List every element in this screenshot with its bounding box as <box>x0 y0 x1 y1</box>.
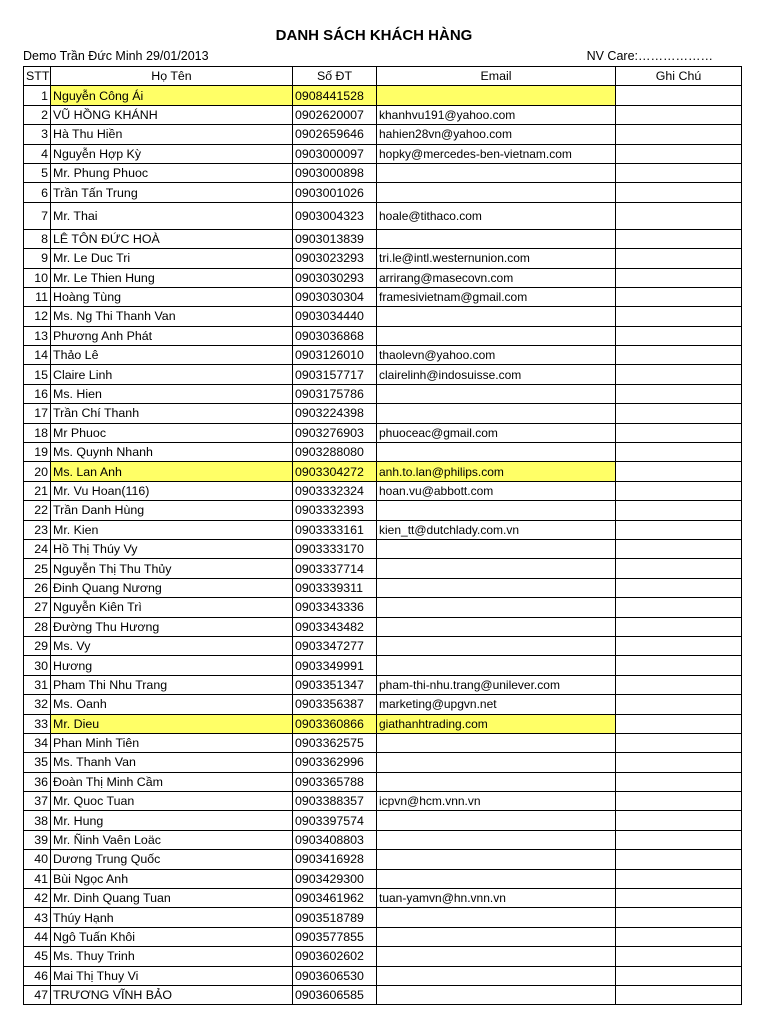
cell-phone: 0903034440 <box>293 307 377 326</box>
cell-email <box>377 384 616 403</box>
cell-note <box>616 520 742 539</box>
cell-stt: 31 <box>24 675 51 694</box>
table-row <box>24 443 742 462</box>
cell-email <box>377 908 616 927</box>
cell-name: Mr. Vu Hoan(116) <box>51 481 293 500</box>
cell-stt: 38 <box>24 811 51 830</box>
cell-note <box>616 675 742 694</box>
cell-note <box>616 268 742 287</box>
cell-stt: 46 <box>24 966 51 985</box>
cell-stt: 8 <box>24 229 51 248</box>
cell-name: Ms. Vy <box>51 636 293 655</box>
cell-name: Hoàng Tùng <box>51 287 293 306</box>
cell-phone: 0903606530 <box>293 966 377 985</box>
cell-phone: 0903343336 <box>293 598 377 617</box>
table-row <box>24 539 742 558</box>
cell-name: TRƯƠNG VĨNH BẢO <box>51 985 293 1004</box>
table-row <box>24 636 742 655</box>
table-row <box>24 908 742 927</box>
table-row <box>24 481 742 500</box>
cell-phone: 0903351347 <box>293 675 377 694</box>
table-row <box>24 889 742 908</box>
cell-note <box>616 889 742 908</box>
cell-name: Nguyễn Hợp Kỳ <box>51 144 293 163</box>
cell-stt: 36 <box>24 772 51 791</box>
cell-note <box>616 501 742 520</box>
cell-email <box>377 811 616 830</box>
cell-email <box>377 772 616 791</box>
cell-email <box>377 598 616 617</box>
cell-email: kien_tt@dutchlady.com.vn <box>377 520 616 539</box>
cell-email <box>377 326 616 345</box>
demo-label: Demo Trần Đức Minh 29/01/2013 <box>23 49 209 63</box>
cell-note <box>616 733 742 752</box>
cell-name: Trần Danh Hùng <box>51 501 293 520</box>
table-row <box>24 811 742 830</box>
cell-name: Mr. Ñinh Vaên Loäc <box>51 830 293 849</box>
cell-name: Hà Thu Hiền <box>51 125 293 144</box>
table-header-row <box>24 67 742 86</box>
cell-phone: 0903332393 <box>293 501 377 520</box>
cell-note <box>616 559 742 578</box>
cell-email <box>377 229 616 248</box>
cell-email <box>377 539 616 558</box>
table-row <box>24 947 742 966</box>
cell-note <box>616 927 742 946</box>
cell-note <box>616 163 742 182</box>
cell-name: Nguyễn Thị Thu Thủy <box>51 559 293 578</box>
cell-phone: 0903360866 <box>293 714 377 733</box>
cell-name: Nguyễn Kiên Trì <box>51 598 293 617</box>
cell-phone: 0903276903 <box>293 423 377 442</box>
table-row <box>24 695 742 714</box>
cell-note <box>616 598 742 617</box>
nv-care-label: NV Care:……………… <box>586 49 713 63</box>
cell-phone: 0903362996 <box>293 753 377 772</box>
cell-phone: 0903288080 <box>293 443 377 462</box>
cell-stt: 4 <box>24 144 51 163</box>
cell-phone: 0903030293 <box>293 268 377 287</box>
cell-note <box>616 105 742 124</box>
cell-name: Trần Chí Thanh <box>51 404 293 423</box>
table-row <box>24 559 742 578</box>
cell-note <box>616 636 742 655</box>
header-name: Họ Tên <box>51 67 293 86</box>
cell-note <box>616 578 742 597</box>
cell-stt: 13 <box>24 326 51 345</box>
table-row <box>24 125 742 144</box>
cell-email <box>377 443 616 462</box>
table-row <box>24 326 742 345</box>
cell-name: Đinh Quang Nương <box>51 578 293 597</box>
cell-name: Mai Thị Thuy Vi <box>51 966 293 985</box>
table-row <box>24 869 742 888</box>
cell-email <box>377 927 616 946</box>
cell-name: Đoàn Thị Minh Cầm <box>51 772 293 791</box>
cell-note <box>616 384 742 403</box>
cell-phone: 0903606585 <box>293 985 377 1004</box>
cell-phone: 0903030304 <box>293 287 377 306</box>
cell-note <box>616 249 742 268</box>
cell-stt: 47 <box>24 985 51 1004</box>
cell-note <box>616 326 742 345</box>
cell-stt: 14 <box>24 346 51 365</box>
cell-phone: 0903157717 <box>293 365 377 384</box>
cell-email <box>377 733 616 752</box>
cell-stt: 5 <box>24 163 51 182</box>
table-row <box>24 617 742 636</box>
cell-note <box>616 346 742 365</box>
subheader <box>23 49 713 65</box>
cell-email <box>377 966 616 985</box>
cell-email: hopky@mercedes-ben-vietnam.com <box>377 144 616 163</box>
cell-note <box>616 202 742 229</box>
cell-name: Mr. Phung Phuoc <box>51 163 293 182</box>
cell-email: pham-thi-nhu.trang@unilever.com <box>377 675 616 694</box>
table-row <box>24 202 742 229</box>
cell-email: hoale@tithaco.com <box>377 202 616 229</box>
cell-name: Bùi Ngọc Anh <box>51 869 293 888</box>
cell-note <box>616 86 742 105</box>
table-row <box>24 733 742 752</box>
cell-note <box>616 947 742 966</box>
cell-phone: 0903333170 <box>293 539 377 558</box>
cell-phone: 0903356387 <box>293 695 377 714</box>
cell-email <box>377 753 616 772</box>
cell-note <box>616 811 742 830</box>
cell-name: Ms. Thuy Trinh <box>51 947 293 966</box>
cell-email: thaolevn@yahoo.com <box>377 346 616 365</box>
cell-name: Dương Trung Quốc <box>51 850 293 869</box>
cell-email <box>377 559 616 578</box>
cell-stt: 9 <box>24 249 51 268</box>
cell-note <box>616 125 742 144</box>
cell-stt: 3 <box>24 125 51 144</box>
cell-stt: 20 <box>24 462 51 481</box>
cell-stt: 29 <box>24 636 51 655</box>
cell-note <box>616 908 742 927</box>
cell-phone: 0903126010 <box>293 346 377 365</box>
cell-phone: 0903339311 <box>293 578 377 597</box>
cell-phone: 0903000097 <box>293 144 377 163</box>
cell-phone: 0903349991 <box>293 656 377 675</box>
table-row <box>24 183 742 202</box>
cell-name: Mr Phuoc <box>51 423 293 442</box>
cell-stt: 23 <box>24 520 51 539</box>
cell-note <box>616 792 742 811</box>
cell-note <box>616 229 742 248</box>
cell-email <box>377 636 616 655</box>
cell-phone: 0903023293 <box>293 249 377 268</box>
cell-stt: 11 <box>24 287 51 306</box>
cell-note <box>616 443 742 462</box>
cell-email: tuan-yamvn@hn.vnn.vn <box>377 889 616 908</box>
table-row <box>24 985 742 1004</box>
cell-stt: 25 <box>24 559 51 578</box>
cell-stt: 12 <box>24 307 51 326</box>
header-email: Email <box>377 67 616 86</box>
table-row <box>24 105 742 124</box>
cell-note <box>616 404 742 423</box>
cell-name: LÊ TÔN ĐỨC HOÀ <box>51 229 293 248</box>
cell-phone: 0903000898 <box>293 163 377 182</box>
cell-stt: 35 <box>24 753 51 772</box>
cell-email <box>377 985 616 1004</box>
cell-name: Thúy Hạnh <box>51 908 293 927</box>
cell-phone: 0903365788 <box>293 772 377 791</box>
cell-phone: 0903001026 <box>293 183 377 202</box>
cell-note <box>616 830 742 849</box>
cell-email <box>377 850 616 869</box>
cell-stt: 40 <box>24 850 51 869</box>
cell-note <box>616 144 742 163</box>
cell-phone: 0902659646 <box>293 125 377 144</box>
cell-phone: 0903577855 <box>293 927 377 946</box>
cell-email <box>377 947 616 966</box>
cell-stt: 37 <box>24 792 51 811</box>
cell-stt: 2 <box>24 105 51 124</box>
cell-note <box>616 714 742 733</box>
cell-stt: 17 <box>24 404 51 423</box>
cell-email: arrirang@masecovn.com <box>377 268 616 287</box>
cell-email: giathanhtrading.com <box>377 714 616 733</box>
cell-phone: 0903337714 <box>293 559 377 578</box>
cell-stt: 1 <box>24 86 51 105</box>
cell-note <box>616 966 742 985</box>
cell-phone: 0903333161 <box>293 520 377 539</box>
cell-stt: 10 <box>24 268 51 287</box>
cell-note <box>616 985 742 1004</box>
cell-phone: 0903013839 <box>293 229 377 248</box>
table-row <box>24 772 742 791</box>
cell-stt: 39 <box>24 830 51 849</box>
cell-phone: 0903518789 <box>293 908 377 927</box>
table-row <box>24 830 742 849</box>
cell-phone: 0908441528 <box>293 86 377 105</box>
cell-stt: 16 <box>24 384 51 403</box>
cell-name: Mr. Le Thien Hung <box>51 268 293 287</box>
cell-name: Mr. Dieu <box>51 714 293 733</box>
cell-name: Mr. Thai <box>51 202 293 229</box>
cell-phone: 0903416928 <box>293 850 377 869</box>
cell-email: khanhvu191@yahoo.com <box>377 105 616 124</box>
cell-stt: 15 <box>24 365 51 384</box>
cell-stt: 42 <box>24 889 51 908</box>
cell-name: Mr. Dinh Quang Tuan <box>51 889 293 908</box>
cell-phone: 0903602602 <box>293 947 377 966</box>
cell-note <box>616 539 742 558</box>
cell-name: Ms. Thanh Van <box>51 753 293 772</box>
table-row <box>24 792 742 811</box>
cell-phone: 0902620007 <box>293 105 377 124</box>
cell-stt: 33 <box>24 714 51 733</box>
cell-name: Đường Thu Hương <box>51 617 293 636</box>
cell-stt: 22 <box>24 501 51 520</box>
cell-email <box>377 578 616 597</box>
table-row <box>24 675 742 694</box>
table-row <box>24 753 742 772</box>
table-row <box>24 656 742 675</box>
table-row <box>24 86 742 105</box>
cell-name: Nguyễn Công Ái <box>51 86 293 105</box>
table-row <box>24 249 742 268</box>
cell-stt: 18 <box>24 423 51 442</box>
cell-phone: 0903408803 <box>293 830 377 849</box>
cell-phone: 0903362575 <box>293 733 377 752</box>
cell-stt: 6 <box>24 183 51 202</box>
cell-note <box>616 365 742 384</box>
cell-name: VŨ HỒNG KHÁNH <box>51 105 293 124</box>
cell-email <box>377 404 616 423</box>
cell-name: Ms. Quynh Nhanh <box>51 443 293 462</box>
table-row <box>24 423 742 442</box>
page-title: DANH SÁCH KHÁCH HÀNG <box>275 27 473 44</box>
cell-phone: 0903461962 <box>293 889 377 908</box>
table-row <box>24 346 742 365</box>
cell-stt: 26 <box>24 578 51 597</box>
cell-note <box>616 287 742 306</box>
cell-phone: 0903036868 <box>293 326 377 345</box>
table-row <box>24 501 742 520</box>
cell-note <box>616 772 742 791</box>
table-row <box>24 287 742 306</box>
cell-note <box>616 850 742 869</box>
cell-email <box>377 617 616 636</box>
cell-stt: 28 <box>24 617 51 636</box>
cell-email <box>377 501 616 520</box>
cell-name: Phương Anh Phát <box>51 326 293 345</box>
cell-stt: 45 <box>24 947 51 966</box>
cell-phone: 0903429300 <box>293 869 377 888</box>
table-row <box>24 578 742 597</box>
header-stt: STT <box>24 67 51 86</box>
cell-stt: 19 <box>24 443 51 462</box>
cell-note <box>616 462 742 481</box>
cell-phone: 0903347277 <box>293 636 377 655</box>
cell-name: Mr. Kien <box>51 520 293 539</box>
cell-note <box>616 307 742 326</box>
table-row <box>24 163 742 182</box>
table-row <box>24 598 742 617</box>
cell-phone: 0903304272 <box>293 462 377 481</box>
cell-note <box>616 617 742 636</box>
cell-email: clairelinh@indosuisse.com <box>377 365 616 384</box>
cell-email <box>377 656 616 675</box>
table-row <box>24 229 742 248</box>
cell-stt: 7 <box>24 202 51 229</box>
cell-email: hoan.vu@abbott.com <box>377 481 616 500</box>
cell-stt: 27 <box>24 598 51 617</box>
table-row <box>24 462 742 481</box>
cell-name: Thảo Lê <box>51 346 293 365</box>
cell-name: Mr. Quoc Tuan <box>51 792 293 811</box>
cell-phone: 0903175786 <box>293 384 377 403</box>
table-row <box>24 144 742 163</box>
cell-stt: 21 <box>24 481 51 500</box>
cell-phone: 0903332324 <box>293 481 377 500</box>
cell-name: Pham Thi Nhu Trang <box>51 675 293 694</box>
table-row <box>24 404 742 423</box>
cell-email: framesivietnam@gmail.com <box>377 287 616 306</box>
cell-note <box>616 656 742 675</box>
cell-email: anh.to.lan@philips.com <box>377 462 616 481</box>
table-body <box>24 86 742 1005</box>
cell-note <box>616 695 742 714</box>
cell-stt: 43 <box>24 908 51 927</box>
cell-email: phuoceac@gmail.com <box>377 423 616 442</box>
cell-name: Mr. Le Duc Tri <box>51 249 293 268</box>
table-row <box>24 850 742 869</box>
cell-email: tri.le@intl.westernunion.com <box>377 249 616 268</box>
table-row <box>24 714 742 733</box>
cell-name: Claire Linh <box>51 365 293 384</box>
cell-email <box>377 307 616 326</box>
cell-name: Hồ Thị Thúy Vy <box>51 539 293 558</box>
cell-email <box>377 869 616 888</box>
cell-email: icpvn@hcm.vnn.vn <box>377 792 616 811</box>
cell-phone: 0903343482 <box>293 617 377 636</box>
cell-stt: 34 <box>24 733 51 752</box>
table-row <box>24 966 742 985</box>
cell-email: hahien28vn@yahoo.com <box>377 125 616 144</box>
customer-table <box>23 66 742 1005</box>
cell-name: Ms. Hien <box>51 384 293 403</box>
table-row <box>24 268 742 287</box>
cell-note <box>616 869 742 888</box>
table-row <box>24 307 742 326</box>
table-row <box>24 520 742 539</box>
table-row <box>24 384 742 403</box>
cell-name: Trần Tấn Trung <box>51 183 293 202</box>
cell-email <box>377 830 616 849</box>
cell-name: Ms. Oanh <box>51 695 293 714</box>
cell-name: Mr. Hung <box>51 811 293 830</box>
header-phone: Số ĐT <box>293 67 377 86</box>
cell-note <box>616 481 742 500</box>
cell-stt: 41 <box>24 869 51 888</box>
cell-note <box>616 183 742 202</box>
cell-stt: 32 <box>24 695 51 714</box>
table-row <box>24 365 742 384</box>
cell-phone: 0903224398 <box>293 404 377 423</box>
cell-note <box>616 753 742 772</box>
cell-stt: 30 <box>24 656 51 675</box>
cell-note <box>616 423 742 442</box>
cell-name: Ms. Ng Thi Thanh Van <box>51 307 293 326</box>
cell-stt: 44 <box>24 927 51 946</box>
cell-name: Ms. Lan Anh <box>51 462 293 481</box>
cell-name: Hương <box>51 656 293 675</box>
cell-email <box>377 163 616 182</box>
cell-email <box>377 86 616 105</box>
cell-phone: 0903397574 <box>293 811 377 830</box>
cell-name: Ngô Tuấn Khôi <box>51 927 293 946</box>
cell-email: marketing@upgvn.net <box>377 695 616 714</box>
table-row <box>24 927 742 946</box>
cell-name: Phan Minh Tiên <box>51 733 293 752</box>
cell-phone: 0903388357 <box>293 792 377 811</box>
cell-email <box>377 183 616 202</box>
cell-phone: 0903004323 <box>293 202 377 229</box>
header-note: Ghi Chú <box>616 67 742 86</box>
cell-stt: 24 <box>24 539 51 558</box>
